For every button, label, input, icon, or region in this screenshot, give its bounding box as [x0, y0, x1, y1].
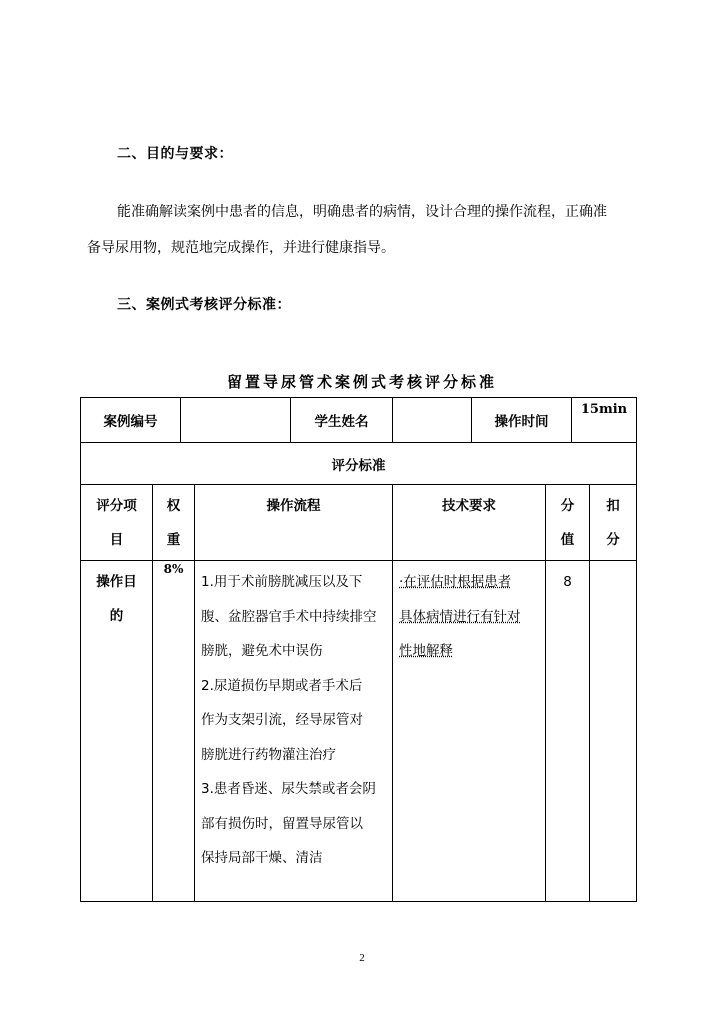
flow-line: 2.尿道损伤早期或者手术后 — [201, 677, 363, 694]
flow-line: 1.用于术前膀胱减压以及下 — [201, 574, 363, 590]
col-header-item: 评分项 目 — [81, 485, 153, 561]
flow-line: 膀胱，避免术中误伤 — [201, 643, 323, 659]
page-number: 2 — [359, 952, 365, 964]
student-name-field[interactable] — [393, 398, 472, 442]
tech-line: 具体病情进行有针对 — [399, 608, 521, 625]
scoring-standard-header: 评分标准 — [81, 443, 637, 485]
row-score: 8 — [546, 561, 590, 902]
tech-line: 性地解释 — [399, 643, 453, 659]
operation-time-value: 15min — [580, 402, 628, 417]
case-number-label: 案例编号 — [81, 398, 181, 442]
scoring-table — [80, 397, 637, 902]
operation-time-label: 操作时间 — [472, 398, 572, 442]
tech-line: ·在评估时根据患者 — [399, 574, 512, 590]
col-header-weight: 权 重 — [153, 485, 195, 561]
row-flow — [195, 561, 393, 902]
col-header-deduct: 扣 分 — [590, 485, 637, 561]
flow-line: 3.患者昏迷、尿失禁或者会阴 — [201, 781, 376, 797]
row-tech — [393, 561, 546, 902]
flow-line: 腹、盆腔器官手术中持续排空 — [201, 608, 377, 625]
col-header-flow: 操作流程 — [195, 485, 393, 561]
section-heading-standard: 三、案例式考核评分标准： — [117, 297, 291, 313]
flow-line: 作为支架引流，经导尿管对 — [201, 712, 363, 728]
flow-line: 保持局部干燥、清洁 — [201, 850, 323, 866]
flow-line: 部有损伤时，留置导尿管以 — [201, 815, 363, 832]
case-number-field[interactable] — [181, 398, 291, 442]
table-title: 留置导尿管术案例式考核评分标准 — [226, 373, 497, 391]
flow-line: 膀胱进行药物灌注治疗 — [201, 746, 336, 763]
row-item-purpose: 操作目 的 — [81, 561, 153, 902]
row-deduct-field[interactable] — [590, 561, 637, 902]
purpose-paragraph-line-1: 能准确解读案例中患者的信息，明确患者的病情，设计合理的操作流程，正确准 — [117, 204, 607, 220]
student-name-label: 学生姓名 — [291, 398, 393, 442]
section-heading-purpose: 二、目的与要求： — [117, 146, 233, 162]
col-header-tech: 技术要求 — [393, 485, 546, 561]
col-header-score: 分 值 — [546, 485, 590, 561]
purpose-paragraph-line-2: 备导尿用物，规范地完成操作，并进行健康指导。 — [87, 240, 395, 256]
row-weight: 8% — [153, 561, 195, 902]
